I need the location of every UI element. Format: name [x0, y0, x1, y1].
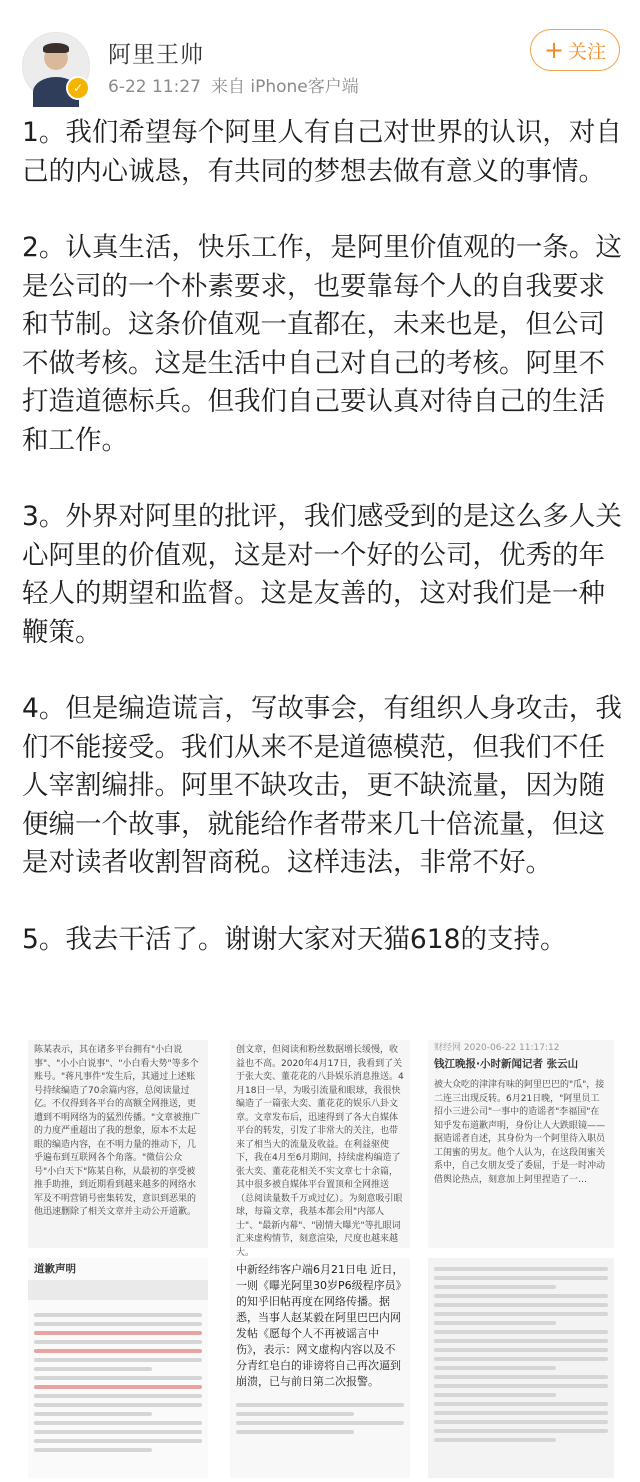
post-text	[22, 114, 626, 959]
post-image-4-title: 道歉声明	[34, 1263, 76, 1275]
post-image-6[interactable]	[428, 1258, 614, 1478]
post-image-1-text: 陈某表示，其在诸多平台拥有"小白说事"、"小小白说事"、"小白看大势"等多个账号。"蒋凡事件"发生后，其通过上述账号持续编造了70余篇内容，总阅读量过亿。不仅得到各平台的高额全网推送，更遭到不明网络为的猛烈传播。"文章被推广的力度严重超出了我的想象，原本不太起眼的编造内容，在不明力量的推动下，几乎遍布到互联网各个角落。"微信公众号"小白天下"陈某自称，从最初的享受被推手助推，到近期看到越来越多的网络水军及不明营销号密集转发，意识到恶果的他迅速删除了相关文章并主动公开道歉。	[34, 1045, 201, 1217]
post-paragraph-4: 4。但是编造谎言，写故事会，有组织人身攻击，我们不能接受。我们从来不是道德模范，但我们不任人宰割编排。阿里不缺攻击，更不缺流量，因为随便编一个故事，就能给作者带来几十倍流量，但这是对读者收割智商税。这样违法，非常不好。	[22, 693, 622, 878]
post-image-3-text: 被大众吃的津津有味的阿里巴巴的"瓜"，接二连三出现反转。6月21日晚，"阿里员工招小三进公司"一事中的造谣者"李福国"在知乎发布道歉声明，身份让人大跌眼镜——据造谣者自述，其身份为一个阿里待入职员工闺蜜的男友。他个人认为，在这段闺蜜关系中，自己女朋友受了委屈，于是一时冲动借舆论热点，刻意加上阿里捏造了一…	[434, 1080, 606, 1185]
verified-badge-icon: ✓	[66, 76, 90, 100]
post-source: 来自 iPhone客户端	[210, 77, 359, 97]
post-image-5-text: 中新经纬客户端6月21日电 近日，一则《曝光阿里30岁P6级程序员》的知乎旧帖再度在网络传播。据悉，当事人赵某毅在阿里巴巴内网发帖《愿每个人不再被谣言中伤》，表示：网文虚构内容以及不分青红皂白的诽谤将自己再次逼到崩溃，已与前日第二次报警。	[236, 1263, 404, 1388]
username[interactable]: 阿里王帅	[108, 42, 204, 68]
post-image-4-lines	[28, 1304, 208, 1461]
post-paragraph-3: 3。外界对阿里的批评，我们感受到的是这么多人关心阿里的价值观，这是对一个好的公司，优秀的年轻人的期望和监督。这是友善的，这对我们是一种鞭策。	[22, 501, 622, 648]
image-grid	[0, 1036, 640, 1482]
post-paragraph-2: 2。认真生活，快乐工作，是阿里价值观的一条。这是公司的一个朴素要求，也要靠每个人的自我要求和节制。这条价值观一直都在，未来也是，但公司不做考核。这是生活中自己对自己的考核。阿里不打造道德标兵。但我们自己要认真对待自己的生活和工作。	[22, 232, 622, 456]
post-image-6-lines	[428, 1258, 614, 1451]
post-header	[0, 0, 640, 112]
post-image-4[interactable]	[28, 1258, 208, 1478]
post-image-3-byline: 钱江晚报·小时新闻记者 张云山	[434, 1058, 579, 1070]
post-image-2-text: 创文章，但阅读和粉丝数据增长缓慢，收益也不高。2020年4月17日，我看到了关于张大奕、董花花的八卦娱乐消息推送。4月18日一早，为吸引流量和眼球，我很快编造了一篇张大奕、董花花的娱乐八卦文章。文章发布后，迅速得到了各大自媒体平台的转发，引发了非常大的关注，也带来了相当大的流量及收益。在利益驱使下，我在4月至6月期间，持续虚构编造了张大奕、董花花相关不实文章七十余篇，其中很多被自媒体平台置顶和全网推送（总阅读量数千万或过亿）。为刻意吸引眼球，每篇文章，我基本都会用"内部人士"、"最新内幕"、"剧情大曝光"等扎眼词汇来虚构情节，刻意渲染，尺度也越来越大。	[236, 1045, 404, 1258]
post-paragraph-5: 5。我去干活了。谢谢大家对天猫618的支持。	[22, 923, 567, 955]
post-meta	[108, 72, 359, 97]
plus-icon: +	[543, 36, 565, 64]
post-image-3[interactable]	[428, 1040, 614, 1248]
post-paragraph-1: 1。我们希望每个阿里人有自己对世界的认识，对自己的内心诚恳，有共同的梦想去做有意义的事情。	[22, 117, 622, 187]
post-image-2[interactable]	[230, 1040, 410, 1258]
post-image-5-lines	[230, 1394, 410, 1443]
follow-label: 关注	[568, 40, 607, 63]
post-image-5[interactable]	[230, 1258, 410, 1478]
post-time: 6-22 11:27	[108, 77, 201, 97]
avatar-hair	[43, 43, 69, 53]
post-image-4-bar	[28, 1280, 208, 1300]
post-image-1[interactable]	[28, 1040, 208, 1248]
follow-button[interactable]	[530, 29, 620, 71]
post-image-3-source: 财经网 2020-06-22 11:17:12	[434, 1043, 560, 1053]
